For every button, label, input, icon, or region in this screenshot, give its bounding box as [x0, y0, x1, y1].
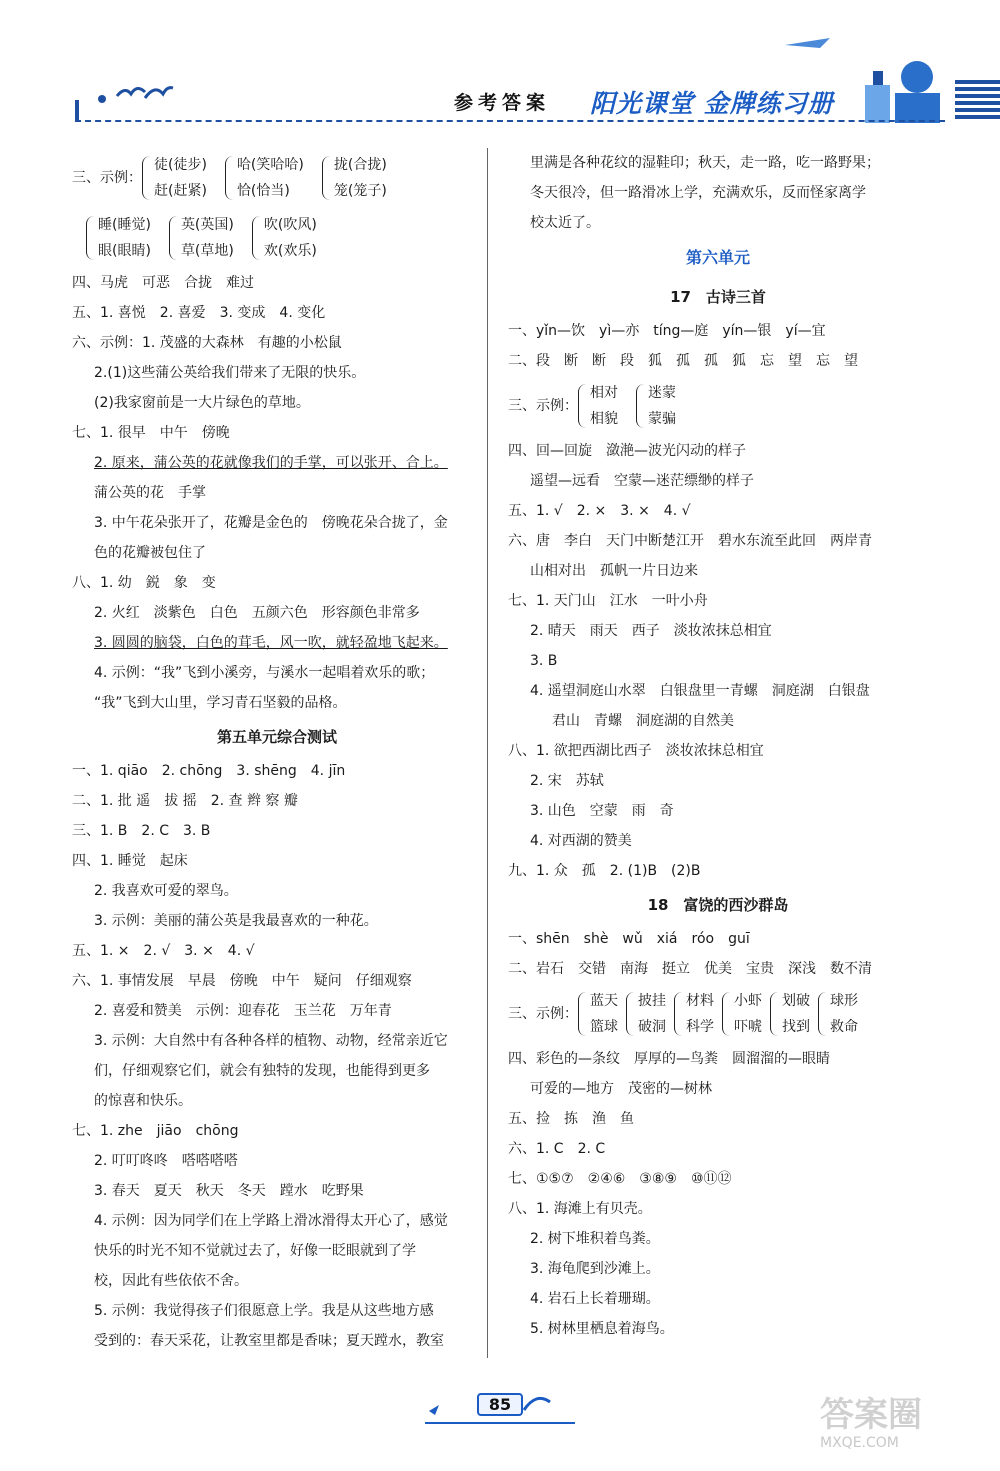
answer-line: 六、1. C 2. C: [508, 1141, 606, 1157]
answer-line: 4. 遥望洞庭山水翠 白银盘里一青螺 洞庭湖 白银盘: [530, 683, 870, 699]
answer-line: 3. 示例：大自然中有各种各样的植物、动物，经常亲近它: [94, 1033, 448, 1049]
word-group: [169, 212, 234, 264]
answer-line: 3. 海龟爬到沙滩上。: [530, 1261, 660, 1277]
word-group: [770, 988, 810, 1040]
header-label: 参考答案: [454, 92, 551, 114]
word: 救命: [830, 1019, 858, 1035]
answer-line: 一、1. qiāo 2. chōng 3. shēng 4. jīn: [72, 763, 346, 779]
word: 迷蒙: [648, 385, 676, 401]
answer-row: [508, 376, 928, 436]
answer-line: 冬天很冷，但一路滑冰上学，充满欢乐，反而怪家离学: [530, 185, 866, 201]
answer-line: 君山 青螺 洞庭湖的自然美: [552, 713, 734, 729]
row-label: 三、示例：: [508, 398, 578, 414]
word: 睡(睡觉): [98, 217, 151, 233]
word: 赶(赶紧): [154, 183, 207, 199]
word-group: [674, 988, 714, 1040]
word: 拢(合拢): [333, 157, 387, 173]
footer-star-icon: [425, 1395, 455, 1419]
word: 草(草地): [180, 243, 234, 259]
answer-line: 4. 对西湖的赞美: [530, 833, 632, 849]
watermark-url: MXQE.COM: [820, 1435, 899, 1451]
footer-swirl-icon: [520, 1390, 560, 1420]
answer-line: 八、1. 海滩上有贝壳。: [508, 1201, 652, 1217]
answer-line: 山相对出 孤帆一片日边来: [530, 563, 698, 579]
answer-line: 2.(1)这些蒲公英给我们带来了无限的快乐。: [94, 365, 366, 381]
word-group: [142, 152, 207, 204]
answer-row: [508, 984, 928, 1044]
header-dot: [98, 95, 106, 103]
word: 眼(眼睛): [98, 243, 151, 259]
header-accent-bar: [75, 100, 79, 122]
word: 相对: [590, 385, 618, 401]
answer-line: 七、①⑤⑦ ②④⑥ ③⑧⑨ ⑩⑪⑫: [508, 1171, 732, 1187]
answer-line: 快乐的时光不知不觉就过去了，好像一眨眼就到了学: [94, 1243, 416, 1259]
answer-line: 3. B: [530, 653, 558, 669]
left-column: [72, 148, 482, 1356]
word: 披挂: [638, 993, 666, 1009]
answer-line: 四、1. 睡觉 起床: [72, 853, 188, 869]
answer-line: 七、1. 天门山 江水 一叶小舟: [508, 593, 708, 609]
word-group: [322, 152, 387, 204]
answer-line: 七、1. 很早 中午 傍晚: [72, 425, 230, 441]
answer-line: 2. 宋 苏轼: [530, 773, 604, 789]
answer-line: 2. 晴天 雨天 西子 淡妆浓抹总相宜: [530, 623, 772, 639]
answer-line: 二、1. 批 遥 拔 摇 2. 查 辫 察 瓣: [72, 793, 298, 809]
answer-line: 们，仔细观察它们，就会有独特的发现，也能得到更多: [94, 1063, 430, 1079]
answer-line: 3. 圆圆的脑袋，白色的茸毛，风一吹，就轻盈地飞起来。: [94, 635, 448, 651]
answer-line: “我”飞到大山里，学习青石坚毅的品格。: [94, 695, 347, 711]
word-group: [578, 380, 618, 432]
answer-line: 2. 火红 淡紫色 白色 五颜六色 形容颜色非常多: [94, 605, 420, 621]
answer-line: 四、回—回旋 潋滟—波光闪动的样子: [508, 443, 746, 459]
answer-line: 三、1. B 2. C 3. B: [72, 823, 211, 839]
answer-line: 5. 示例：我觉得孩子们很愿意上学。我是从这些地方感: [94, 1303, 434, 1319]
word-group: [578, 988, 618, 1040]
word-group: [818, 988, 858, 1040]
answer-line: 3. 示例：美丽的蒲公英是我最喜欢的一种花。: [94, 913, 378, 929]
answer-line: 蒲公英的花 手掌: [94, 485, 206, 501]
answer-line: 2. 叮叮咚咚 嗒嗒嗒嗒: [94, 1153, 238, 1169]
answer-line: 一、shēn shè wǔ xiá róo guī: [508, 931, 750, 947]
word-group: [86, 212, 151, 264]
answer-line: 五、1. √ 2. × 3. × 4. √: [508, 503, 691, 519]
word: 相貌: [590, 411, 618, 427]
word: 吹(吹风): [263, 217, 317, 233]
answer-line: 一、yǐn—饮 yì—亦 tíng—庭 yín—银 yí—宜: [508, 323, 826, 339]
answer-line: 五、1. × 2. √ 3. × 4. √: [72, 943, 255, 959]
answer-row: [72, 148, 482, 208]
word: 吓唬: [734, 1019, 762, 1035]
answer-line: 校，因此有些依依不舍。: [94, 1273, 248, 1289]
word: 徒(徒步): [154, 157, 207, 173]
answer-line: 八、1. 欲把西湖比西子 淡妆浓抹总相宜: [508, 743, 764, 759]
answer-line: 4. 示例：因为同学们在上学路上滑冰滑得太开心了，感觉: [94, 1213, 448, 1229]
word-group: [225, 152, 304, 204]
watermark: [820, 1395, 995, 1465]
answer-line: (2)我家窗前是一大片绿色的草地。: [94, 395, 310, 411]
word: 小虾: [734, 993, 762, 1009]
plane-icon: [780, 30, 840, 60]
answer-line: 遥望—远看 空蒙—迷茫缥缈的样子: [530, 473, 754, 489]
watermark-logo-text: 答案圈: [820, 1395, 922, 1435]
footer-line: [425, 1422, 575, 1424]
word: 蒙骗: [648, 411, 676, 427]
answer-line: 3. 春天 夏天 秋天 冬天 蹚水 吃野果: [94, 1183, 364, 1199]
word: 破洞: [638, 1019, 666, 1035]
answer-line: 九、1. 众 孤 2. (1)B (2)B: [508, 863, 701, 879]
answer-line: 受到的：春天采花，让教室里都是香味；夏天蹚水，教室: [94, 1333, 444, 1349]
birds-icon: [115, 78, 175, 108]
answer-line: 2. 我喜欢可爱的翠鸟。: [94, 883, 238, 899]
word-group: [252, 212, 317, 264]
section-title: 第五单元综合测试: [216, 728, 337, 746]
answer-line: 四、马虎 可恶 合拢 难过: [72, 275, 254, 291]
answer-line: 4. 示例：“我”飞到小溪旁，与溪水一起唱着欢乐的歌；: [94, 665, 435, 681]
answer-line: 色的花瓣被包住了: [94, 545, 206, 561]
lesson-title: 18 富饶的西沙群岛: [647, 896, 789, 914]
word: 蓝天: [590, 993, 618, 1009]
answer-line: 六、示例：1. 茂盛的大森林 有趣的小松鼠: [72, 335, 342, 351]
answer-line: 3. 山色 空蒙 雨 奇: [530, 803, 674, 819]
answer-line: 5. 树林里栖息着海鸟。: [530, 1321, 674, 1337]
answer-line: 的惊喜和快乐。: [94, 1093, 192, 1109]
header-dashed-line: [75, 120, 945, 122]
answer-line: 六、1. 事情发展 早晨 傍晚 中午 疑问 仔细观察: [72, 973, 412, 989]
answer-line: 可爱的—地方 茂密的—树林: [530, 1081, 712, 1097]
answer-line: 二、岩石 交错 南海 挺立 优美 宝贵 深浅 数不清: [508, 961, 872, 977]
unit-title: 第六单元: [685, 248, 750, 267]
answer-line: 校太近了。: [530, 215, 600, 231]
header-brand: 阳光课堂 金牌练习册: [590, 89, 834, 118]
answer-row: [72, 208, 482, 268]
answer-line: 二、段 断 断 段 狐 孤 孤 狐 忘 望 忘 望: [508, 353, 858, 369]
answer-line: 七、1. zhe jiāo chōng: [72, 1123, 239, 1139]
word-group: [626, 988, 666, 1040]
answer-line: 4. 岩石上长着珊瑚。: [530, 1291, 660, 1307]
lesson-title: 17 古诗三首: [670, 288, 766, 306]
right-column: [508, 148, 928, 1344]
answer-line: 2. 喜爱和赞美 示例：迎春花 玉兰花 万年青: [94, 1003, 392, 1019]
word: 英(英国): [180, 217, 234, 233]
answer-line: 里满是各种花纹的湿鞋印；秋天，走一路，吃一路野果；: [530, 155, 880, 171]
page-number: 85: [477, 1393, 523, 1416]
word: 哈(笑哈哈): [236, 157, 304, 173]
word: 欢(欢乐): [263, 243, 317, 259]
row-label: 三、示例：: [508, 1006, 578, 1022]
word-group: [722, 988, 762, 1040]
answer-line: 2. 树下堆积着鸟粪。: [530, 1231, 660, 1247]
word: 科学: [686, 1019, 714, 1035]
word: 篮球: [590, 1019, 618, 1035]
word: 笼(笼子): [333, 183, 387, 199]
answer-line: 四、彩色的—条纹 厚厚的—鸟粪 圆溜溜的—眼睛: [508, 1051, 830, 1067]
answer-line: 六、唐 李白 天门中断楚江开 碧水东流至此回 两岸青: [508, 533, 872, 549]
word-group: [636, 380, 676, 432]
row-label: 三、示例：: [72, 170, 142, 186]
answer-line: 五、捡 拣 渔 鱼: [508, 1111, 634, 1127]
word: 划破: [782, 993, 810, 1009]
word: 球形: [830, 993, 858, 1009]
observatory-illustration-icon: [855, 55, 950, 125]
word: 恰(恰当): [236, 183, 290, 199]
answer-line: 八、1. 幼 鋭 象 变: [72, 575, 216, 591]
column-divider: [487, 148, 488, 1358]
answer-line: 3. 中午花朵张开了，花瓣是金色的 傍晚花朵合拢了，金: [94, 515, 448, 531]
answer-line: 2. 原来，蒲公英的花就像我们的手掌，可以张开、合上。: [94, 455, 448, 471]
word: 找到: [782, 1019, 810, 1035]
word: 材料: [686, 993, 714, 1009]
header-side-bars: [955, 80, 1000, 126]
answer-line: 五、1. 喜悦 2. 喜爱 3. 变成 4. 变化: [72, 305, 326, 321]
